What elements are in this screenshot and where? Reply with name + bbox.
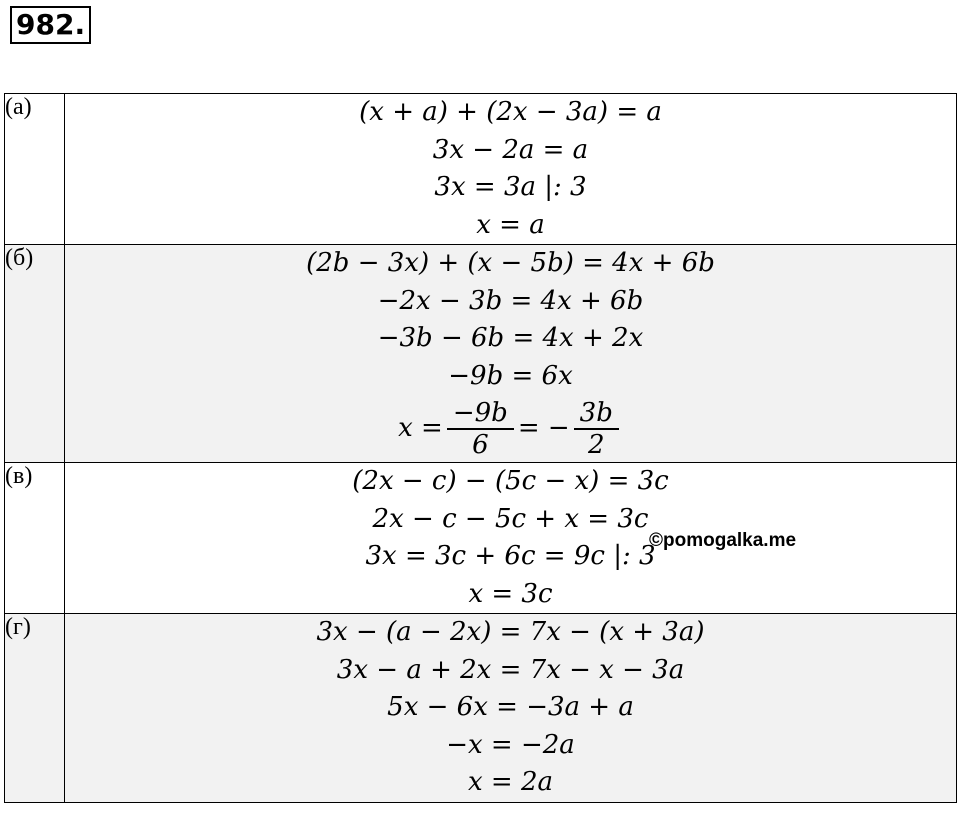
- solutions-table: [4, 93, 957, 803]
- equation-line: 2x − c − 5c + x = 3c: [372, 503, 649, 534]
- equation-line: (x + a) + (2x − 3a) = a: [359, 97, 662, 127]
- solution-cell: [65, 245, 957, 463]
- fraction-1: [447, 398, 514, 460]
- equation-line: (2b − 3x) + (x − 5b) = 4x + 6b: [306, 248, 715, 278]
- table-row-d: [5, 614, 957, 803]
- fraction-denominator: 6: [472, 429, 489, 460]
- problem-number: 982.: [10, 6, 91, 44]
- equation-line: 3x = 3a |: 3: [434, 172, 587, 202]
- solution-cell: [65, 94, 957, 245]
- row-label: (в): [5, 463, 65, 614]
- equation-line: 3x − a + 2x = 7x − x − 3a: [336, 654, 685, 685]
- fraction-numerator: −9b: [447, 398, 514, 430]
- solution-cell: [65, 614, 957, 803]
- equation-line: x = a: [476, 209, 545, 240]
- equation-line: −2x − 3b = 4x + 6b: [377, 285, 644, 316]
- fraction-lhs: x =: [398, 412, 443, 443]
- fraction-2: [574, 398, 619, 460]
- equation-line: −x = −2a: [446, 729, 575, 760]
- fraction-numerator: 3b: [574, 398, 619, 430]
- fraction-mid: = −: [517, 412, 570, 443]
- fraction-equation-line: [65, 395, 956, 462]
- row-label: (а): [5, 94, 65, 245]
- equation-line: x = 3c: [468, 578, 553, 609]
- equation-line: (2x − c) − (5c − x) = 3c: [352, 466, 669, 496]
- row-label: (г): [5, 614, 65, 803]
- row-label: (б): [5, 245, 65, 463]
- fraction-denominator: 2: [587, 429, 605, 460]
- equation-line: 3x = 3c + 6c = 9c |: 3: [365, 541, 656, 571]
- equation-line: −9b = 6x: [448, 360, 573, 391]
- solution-cell: [65, 463, 957, 614]
- equation-line: x = 2a: [467, 767, 554, 797]
- equation-line: −3b − 6b = 4x + 2x: [377, 323, 644, 353]
- table-row-a: [5, 94, 957, 245]
- watermark: ©pomogalka.me: [649, 530, 797, 551]
- table-row-c: [5, 463, 957, 614]
- equation-line: 3x − (a − 2x) = 7x − (x + 3a): [316, 617, 705, 647]
- equation-line: 3x − 2a = a: [432, 134, 589, 165]
- equation-line: 5x − 6x = −3a + a: [387, 692, 634, 722]
- table-row-b: [5, 245, 957, 463]
